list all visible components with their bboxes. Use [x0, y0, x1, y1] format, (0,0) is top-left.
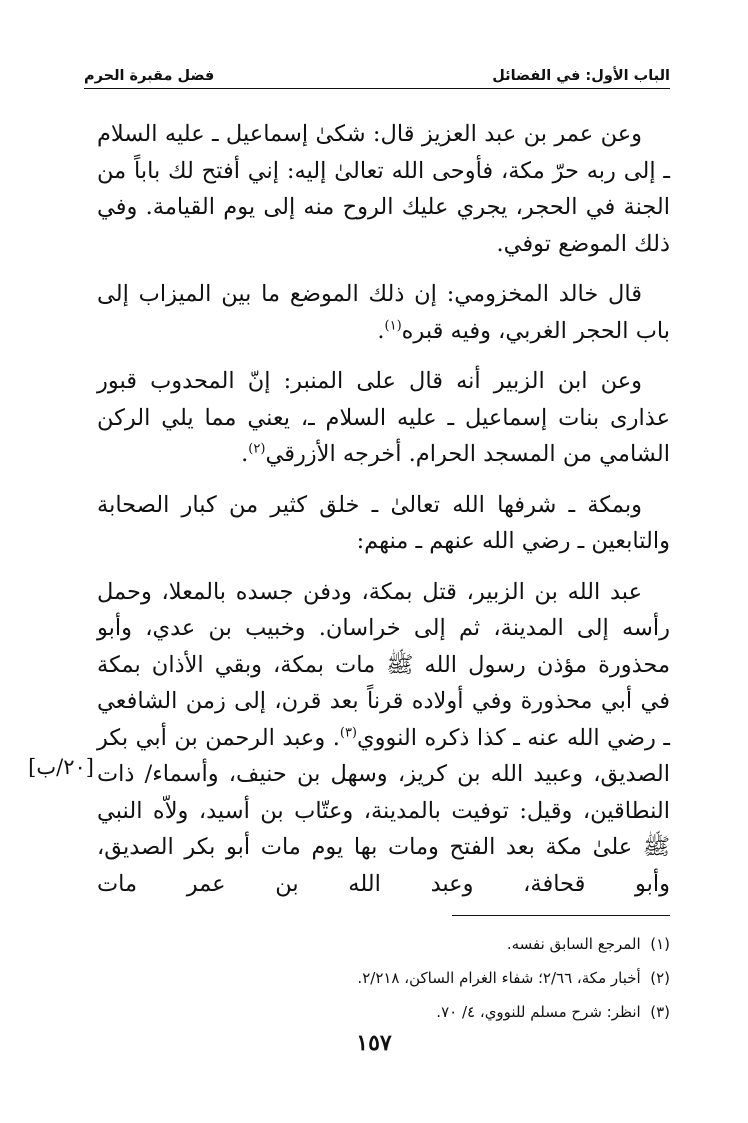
- paragraph-4-text: وبمكة ـ شرفها الله تعالىٰ ـ خلق كثير من كبار الصحابة والتابعين ـ رضي الله عنهم ـ منهم:: [97, 491, 670, 554]
- running-header: [84, 50, 670, 89]
- footnote-number: (١): [650, 935, 670, 953]
- footnote-number: (٢): [650, 969, 670, 987]
- header-chapter-title: الباب الأول: في الفضائل: [492, 68, 670, 84]
- paragraph-3: [97, 363, 670, 473]
- paragraph-5-text: عبد الله بن الزبير، قتل بمكة، ودفن جسده بالمعلا، وحمل رأسه إلى المدينة، ثم إلى خراسان. وخبيب بن عدي، وأبو محذورة مؤذن رسول الله ﷺ مات بمكة، وبقي الأذان بمكة في أبي محذورة وفي أولاده قرناً بعد قرن، إلى زمن الشافعي ـ رضي الله عنه ـ كذا ذكره النووي: [97, 578, 670, 751]
- footnote-ref-3[interactable]: (٣): [339, 725, 357, 740]
- paragraph-1-text: وعن عمر بن عبد العزيز قال: شكىٰ إسماعيل ـ عليه السلام ـ إلى ربه حرّ مكة، فأوحى الله تعالىٰ إليه: إني أفتح لك باباً من الجنة في الحجر، يجري عليك الروح منه إلى يوم القيامة. وفي ذلك الموضع توفي.: [97, 121, 670, 257]
- footnote-3: [97, 995, 670, 1029]
- footnotes: [97, 927, 670, 1029]
- footnote-text: انظر: شرح مسلم للنووي، ٤/ ٧٠.: [436, 1003, 641, 1021]
- header-section-title: فضل مقبرة الحرم: [84, 68, 215, 84]
- footnote-2: [97, 961, 670, 995]
- paragraph-2-text: قال خالد المخزومي: إن ذلك الموضع ما بين الميزاب إلى باب الحجر الغربي، وفيه قبره: [97, 281, 670, 344]
- paragraph-5: [97, 574, 670, 903]
- page-number: ١٥٧: [356, 1030, 392, 1056]
- footnote-text: المرجع السابق نفسه.: [506, 935, 641, 953]
- paragraph-1: [97, 116, 670, 262]
- paragraph-3-text: وعن ابن الزبير أنه قال على المنبر: إنّ المحدوب قبور عذارى بنات إسماعيل ـ عليه السلام ـ، يعني مما يلي الركن الشامي من المسجد الحرام. أخرجه الأزرقي: [97, 368, 670, 467]
- paragraph-3-end: .: [241, 441, 249, 467]
- footnote-ref-2[interactable]: (٢): [248, 441, 266, 457]
- footnote-1: [97, 927, 670, 961]
- paragraph-5-continuation: . وعبد الرحمن بن أبي بكر الصديق، وعبيد الله بن كريز، وسهل بن حنيف، وأسماء/ ذات النطاقين، وقيل: توفيت بالمدينة، وعتّاب بن أسيد، ولاّه النبي ﷺ علىٰ مكة بعد الفتح ومات بها يوم مات أبو بكر الصديق، وأبو قحافة، وعبد الله بن عمر مات: [97, 724, 670, 897]
- footnote-number: (٣): [650, 1003, 670, 1021]
- footnote-ref-1[interactable]: (١): [384, 318, 402, 333]
- paragraph-2-end: .: [377, 317, 385, 344]
- paragraph-4: [97, 487, 670, 560]
- footnote-text: أخبار مكة، ٢/٦٦؛ شفاء الغرام الساكن، ٢/٢١٨.: [357, 969, 641, 987]
- paragraph-2: [97, 276, 670, 349]
- footnote-separator: [452, 915, 670, 916]
- manuscript-folio-marker: [٢٠/ب]: [28, 755, 94, 779]
- main-text: [97, 116, 670, 902]
